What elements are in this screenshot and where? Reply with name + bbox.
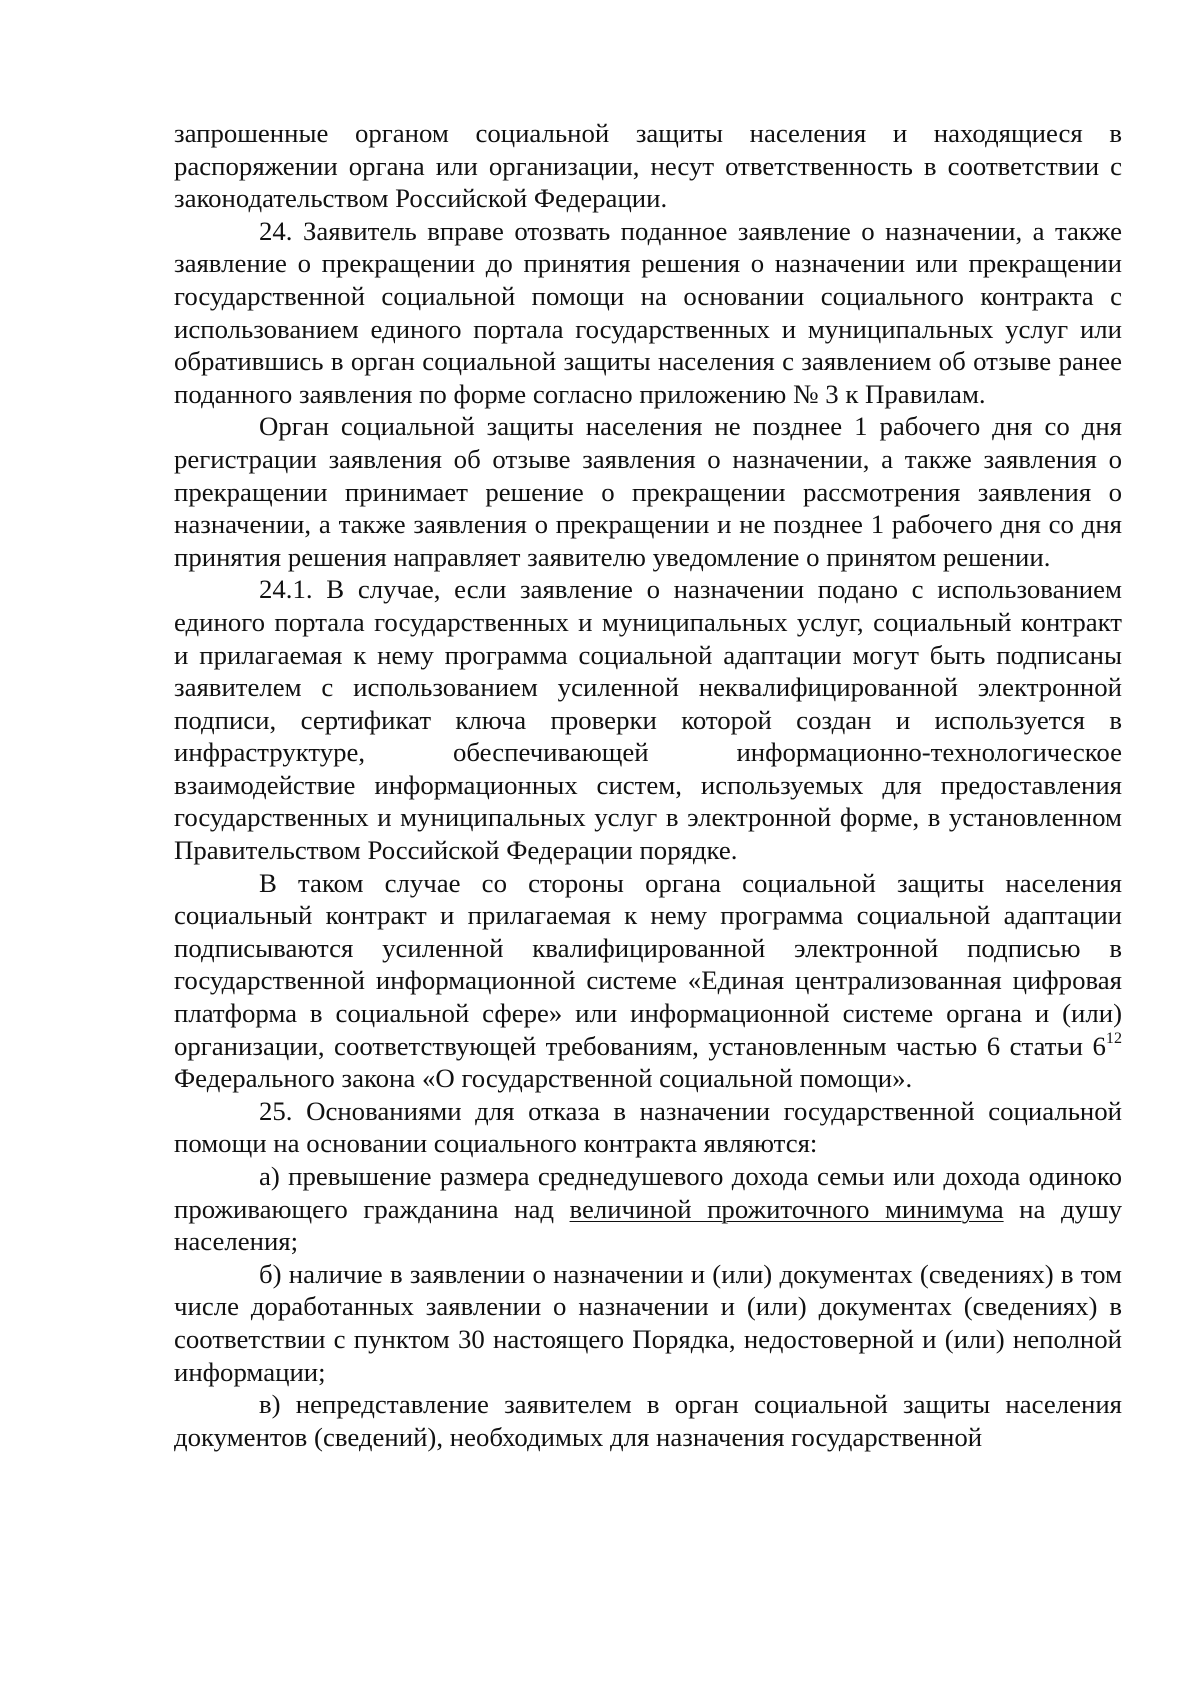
paragraph-24-1: 24.1. В случае, если заявление о назначении подано с использованием единого портала государственных и муниципальных услуг, социальный контракт и прилагаемая к нему программа социальной адаптации могут быть подписаны заявителем с использованием усиленной неквалифицированной электронной подписи, сертификат ключа проверки которой создан и используется в инфраструктуре, обеспечивающей информационно-технологическое взаимодействие информационных систем, используемых для предоставления государственных и муниципальных услуг в электронной форме, в установленном Правительством Российской Федерации порядке.: [174, 574, 1122, 866]
refusal-ground-a: [174, 1160, 1122, 1258]
refusal-ground-c: в) непредставление заявителем в орган социальной защиты населения документов (сведений), необходимых для назначения государственной: [174, 1389, 1122, 1452]
subsistence-minimum-link[interactable]: величиной прожиточного минимума: [569, 1193, 1004, 1224]
paragraph-24-1-signing-text: В таком случае со стороны органа социальной защиты населения социальный контракт и прилагаемая к нему программа социальной адаптации подписываются усиленной квалифицированной электронной подписью в государственной информационной системе «Единая централизованная цифровая платформа в социальной сфере» или информационной системе органа и (или) организации, соответствующей требованиям, установленным частью 6 статьи 6: [174, 867, 1122, 1061]
paragraph-24-1-signing: [174, 867, 1122, 1095]
paragraph-continuation: запрошенные органом социальной защиты населения и находящиеся в распоряжении органа или организации, несут ответственность в соответствии с законодательством Российской Федерации.: [174, 118, 1122, 214]
paragraph-25: 25. Основаниями для отказа в назначении государственной социальной помощи на основании социального контракта являются:: [174, 1095, 1122, 1159]
refusal-ground-b: б) наличие в заявлении о назначении и (или) документах (сведениях) в том числе доработанных заявлении о назначении и (или) документах (сведениях) в соответствии с пунктом 30 настоящего Порядка, недостоверной и (или) неполной информации;: [174, 1258, 1122, 1387]
paragraph-24-withdrawal-decision: Орган социальной защиты населения не позднее 1 рабочего дня со дня регистрации заявления об отзыве заявления о назначении, а также заявления о прекращении принимает решение о прекращении рассмотрения заявления о назначении, а также заявления о прекращении и не позднее 1 рабочего дня со дня принятия решения направляет заявителю уведомление о принятом решении.: [174, 411, 1122, 572]
refusal-ground-a-tail: на душу населения;: [174, 1193, 1123, 1257]
paragraph-24: 24. Заявитель вправе отозвать поданное заявление о назначении, а также заявление о прекращении до принятия решения о назначении или прекращении государственной социальной помощи на основании социального контракта с использованием единого портала государственных и муниципальных услуг или обратившись в орган социальной защиты населения с заявлением об отзыве ранее поданного заявления по форме согласно приложению № 3 к Правилам.: [174, 215, 1122, 409]
paragraph-24-1-signing-tail: Федерального закона «О государственной социальной помощи».: [174, 1063, 913, 1094]
article-superscript: 12: [1105, 1029, 1122, 1047]
refusal-ground-a-text: а) превышение размера среднедушевого дохода семьи или дохода одиноко проживающего гражданина над: [174, 1161, 1122, 1224]
document-body: [174, 117, 1122, 1453]
